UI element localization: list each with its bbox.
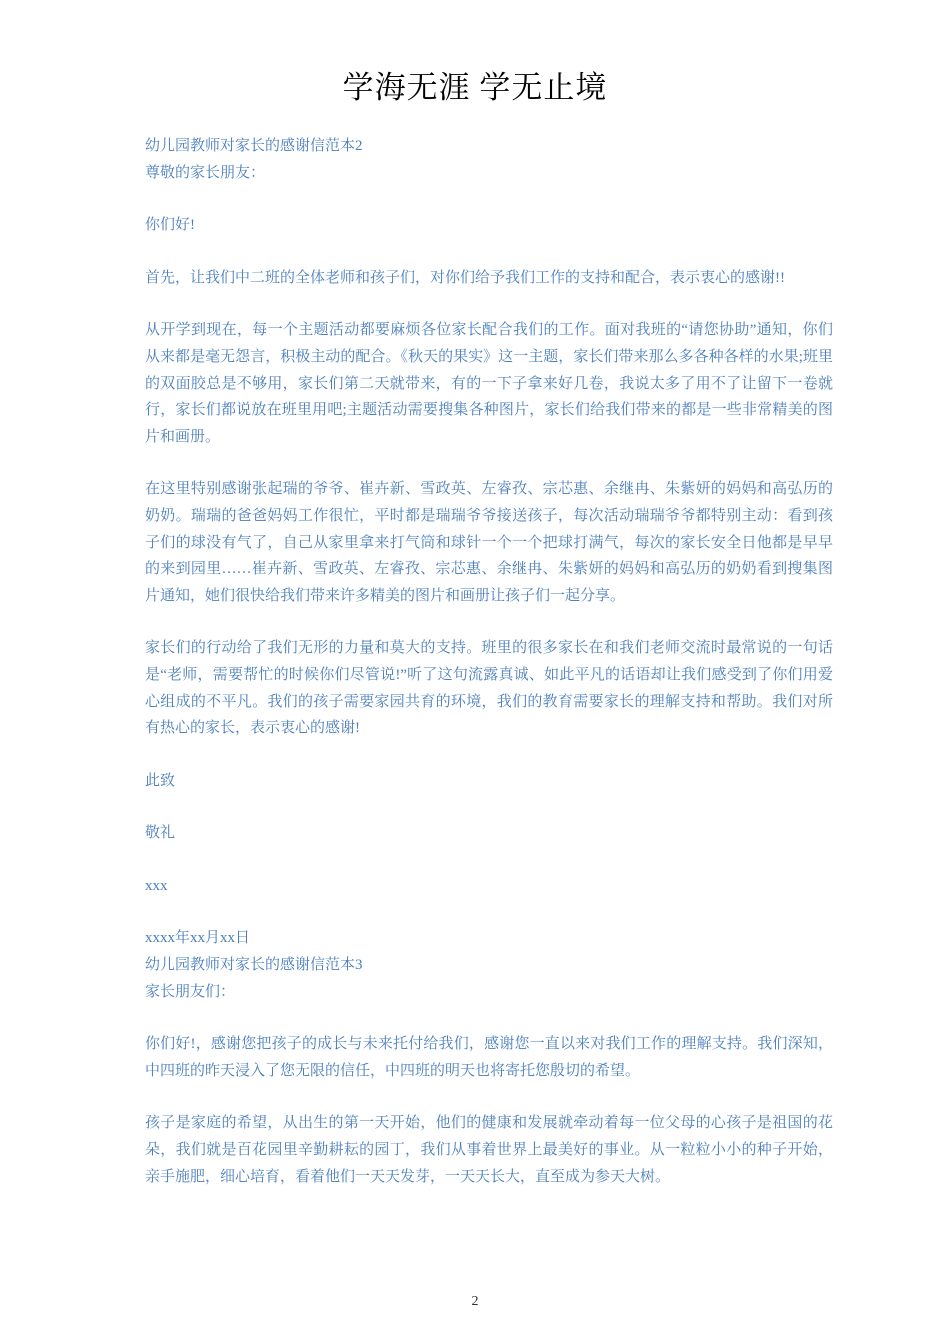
paragraph: 从开学到现在，每一个主题活动都要麻烦各位家长配合我们的工作。面对我班的“请您协助”通知，你们从来都是毫无怨言，积极主动的配合。《秋天的果实》这一主题，家长们带来那么多各种各样的水果;班里的双面胶总是不够用，家长们第二天就带来，有的一下子拿来好几卷，我说太多了用不了让留下一卷就行，家长们都说放在班里用吧;主题活动需要搜集各种图片，家长们给我们带来的都是一些非常精美的图片和画册。 (145, 322, 833, 445)
paragraph: 尊敬的家长朋友： (145, 164, 266, 181)
document-body (145, 133, 833, 1190)
page-number: 2 (471, 1294, 479, 1309)
paragraph: 孩子是家庭的希望，从出生的第一天开始，他们的健康和发展就牵动着每一位父母的心孩子是祖国的花朵，我们就是百花园里辛勤耕耘的园丁，我们从事着世界上最美好的事业。从一粒粒小小的种子开始，亲手施肥，细心培育，看着他们一天天发芽，一天天长大，直至成为参天大树。 (145, 1115, 833, 1185)
paragraph-signature: xxx (145, 877, 168, 894)
paragraph: 家长们的行动给了我们无形的力量和莫大的支持。班里的很多家长在和我们老师交流时最常说的一句话是“老师，需要帮忙的时候你们尽管说!”听了这句流露真诚、如此平凡的话语却让我们感受到了你们用爱心组成的不平凡。我们的孩子需要家园共育的环境，我们的教育需要家长的理解支持和帮助。我们对所有热心的家长，表示衷心的感谢! (145, 640, 833, 737)
paragraph: 家长朋友们： (145, 983, 236, 1000)
paragraph: 你们好! (145, 217, 195, 234)
paragraph: 幼儿园教师对家长的感谢信范本3 (145, 957, 363, 974)
paragraph: 你们好!，感谢您把孩子的成长与未来托付给我们，感谢您一直以来对我们工作的理解支持。我们深知，中四班的昨天浸入了您无限的信任，中四班的明天也将寄托您殷切的希望。 (145, 1036, 833, 1079)
paragraph: 在这里特别感谢张起瑞的爷爷、崔卉新、雪政英、左睿孜、宗芯惠、余继冉、朱紫妍的妈妈和高弘历的奶奶。瑞瑞的爸爸妈妈工作很忙，平时都是瑞瑞爷爷接送孩子，每次活动瑞瑞爷爷都特别主动：看到孩子们的球没有气了，自己从家里拿来打气筒和球针一个一个把球打满气，每次的家长安全日他都是早早的来到园里……崔卉新、雪政英、左睿孜、宗芯惠、余继冉、朱紫妍的妈妈和高弘历的奶奶看到搜集图片通知，她们很快给我们带来许多精美的图片和画册让孩子们一起分享。 (145, 481, 833, 604)
paragraph-date: xxxx年xx月xx日 (145, 930, 251, 947)
page-title: 学海无涯 学无止境 (342, 70, 608, 105)
paragraph-closing: 此致 (145, 772, 176, 789)
paragraph: 幼儿园教师对家长的感谢信范本2 (145, 138, 363, 154)
paragraph-salute: 敬礼 (145, 825, 176, 842)
paragraph: 首先，让我们中二班的全体老师和孩子们，对你们给予我们工作的支持和配合，表示衷心的感谢!! (145, 269, 785, 286)
